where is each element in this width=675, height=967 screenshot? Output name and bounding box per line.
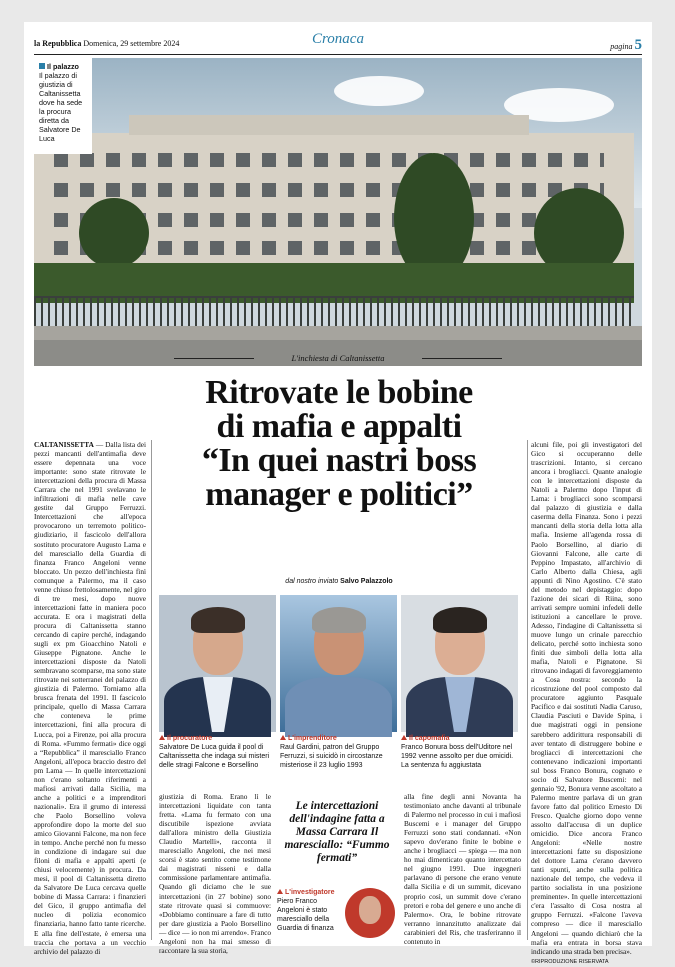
caption-text: Franco Bonura boss dell'Uditore nel 1992 venne assolto per due omicidi. La sentenza fu aggiustata	[401, 744, 514, 770]
caption-triangle-icon	[277, 889, 283, 894]
building-windows-row	[54, 153, 604, 167]
column-text: alcuni file, poi gli investigatori del Gico si occuperanno delle trascrizioni. Intanto, si cercano ancora i brogliacci. Quante analogie con le intercettazioni disposte da Natoli a Palermo dopo l'input di Lama: i brogliacci sono scomparsi dal palazzo di giustizia e dalla caserma della Finanza. Sono i pezzi mancanti della storia della lotta alla mafia. Insieme all'agenda rossa di Paolo Borsellino, al diario di Giovanni Falcone, alle carte di Peppino Impastato, all'archivio di Carlo Alberto dalla Chiesa, agli appunti di Nino Agostino. C'è stato del metodo nel depistaggio: dopo l'azione dei sicari di Riina, sono arrivati sempre uomini infedeli delle istituzioni a cancellare le prove. Adesso, l'indagine di Caltanissetta si muove lungo un crinale parecchio delicato, perché sotto inchiesta sono finiti due simboli della lotta alla mafia, Natoli e Pignatone. Si ritrovano indagati di favoreggiamento a Cosa nostra: secondo la ricostruzione del pool composto dal procuratore aggiunto Pasquale Pacifico e dai sostituti Nadia Caruso, Claudia Pasciuti e Davide Spina, i due magistrati oggi in pensione sarebbero addirittura responsabili di aver tentato di distruggere bobine e brogliacci di intercettazioni che contenevano indicazioni importanti sul boss Franco Bonura, cognato e socio di Salvatore Buscemi: nel gennaio '92, Bonura venne ascoltato a Palermo mentre parlava di un gran favore fatto dal politico Ernesto Di Fresco. Qualche giorno dopo venne assolto dall'accusa di un duplice omicidio. Dice ancora Franco Angeloni: «Nelle nostre intercettazioni fatte su disposizione del dottore Lama c'erano davvero tanti spunti, anche sulla politica nazionale del tempo, che vedeva il partito socialista in una posizione preminente». In quelle intercettazioni c'era l'assalto di Cosa nostra al gruppo Ferruzzi. «Falcone l'aveva compreso — dice il maresciallo Angeloni — quando dichiarò che la mafia era entrata in borsa stava indicando una strada ben precisa».	[531, 440, 642, 956]
investigator-text: Piero Franco Angeloni è stato maresciallo della Guardia di finanza	[277, 898, 334, 933]
portrait-shirt	[285, 677, 392, 737]
portrait-hair	[312, 607, 366, 633]
kicker: L'inchiesta di Caltanissetta	[291, 353, 385, 363]
photo-caption	[34, 58, 92, 154]
headline-line: di mafia e appalti	[216, 408, 462, 445]
caption-triangle-icon	[401, 735, 407, 740]
photo-caption-title: Il palazzo	[47, 62, 79, 71]
courthouse-photo	[34, 58, 642, 366]
portrait-prosecutor	[159, 595, 276, 732]
article-column-2	[159, 792, 271, 955]
byline-author: Salvo Palazzolo	[340, 578, 393, 585]
caption-title: L'imprenditore	[288, 735, 337, 742]
investigator-caption	[277, 888, 343, 933]
photo-cloud	[334, 76, 424, 106]
page-label: pagina	[610, 42, 633, 51]
portrait-entrepreneur	[280, 595, 397, 732]
page-number: 5	[634, 37, 642, 53]
photo-sidewalk	[34, 326, 642, 340]
caption-title: Il procuratore	[167, 735, 213, 742]
caption-triangle-icon	[159, 735, 165, 740]
byline	[164, 578, 514, 585]
portrait-caption-1	[159, 734, 276, 770]
column-text: alla fine degli anni Novanta ha testimoniato anche davanti al tribunale di Palermo nel processo in cui i mafiosi Buscemi e i manager del Gruppo Ferruzzi sono stati condannati. «Non sapevo dov'erano finite le bobine e anche i brogliacci — spiega — ma non ho mai dimenticato quanto intercettato nel giugno 1991. Due ingegneri parlavano di persone che erano venute dalla Sicilia e di un summit, dicevano proprio così, un summit dove c'erano pretori e roba del genere e uno anche di Palermo». Ora, le bobine ritrovate verranno innanzitutto analizzate dai carabinieri del Ris, che trasferiranno il contenuto in	[404, 792, 521, 946]
portrait-caption-3	[401, 734, 518, 770]
portrait-hair	[433, 607, 487, 633]
dateline: CALTANISSETTA	[34, 440, 94, 449]
investigator-box	[277, 888, 397, 933]
investigator-face	[359, 896, 381, 924]
caption-text: Salvatore De Luca guida il pool di Caltanissetta che indaga sui misteri delle stragi Falcone e Borsellino	[159, 744, 270, 770]
byline-prefix: dal nostro inviato	[285, 578, 339, 585]
column-text: — Dalla lista dei pezzi mancanti dell'antimafia deve essere depennata una voce importante: sono state ritrovate le intercettazioni della procura di Massa Carrara che nel 1991 svelavano le infiltrazioni di mafia nelle cave gestite dal Gruppo Ferruzzi. Intercettazioni che all'epoca provocarono un terremoto politico-giudiziario, il fascicolo dell'allora sostituto procuratore Augusto Lama e del maresciallo della Guardia di finanza Franco Angeloni venne bloccato. Un pezzo dell'inchiesta finì comunque a Palermo, ma il caso venne chiuso frettolosamente, nel giro di tre mesi, dopo nuove intercettazioni fatte in maniera poco accurata. E ora i magistrati della procura di Caltanissetta stanno cercando di capire perché, indagando sugli ex pm Gioacchino Natoli e Giuseppe Pignatone. Anche le intercettazioni disposte da Natoli sembravano scomparse, ma sono state ritrovate nei sotterranei del palazzo di giustizia di Palermo. Torniamo alla brusca frenata del 1991. Il fascicolo principale, quello di Massa Carrara che conteneva le prime intercettazioni, finì alla procura di Lucca, poi a Firenze, poi alla procura di Roma. «Fummo fermati» dice oggi a “Repubblica” il maresciallo Franco Angeloni, all'epoca braccio destro del pm Lama — In quelle intercettazioni non c'erano soltanto riferimenti a mafiosi arrivati dalla Sicilia, ma anche a politici e a imprenditori nazionali». Era il grumo di interessi che Paolo Borsellino voleva approfondire dopo la morte del suo amico Giovanni Falcone, ma non fece in tempo. Anche perché non fu messo in condizione di indagare sui due filoni di mafia e appalti aperti (e chiusi velocemente) in procura. Da mesi, il pool di Caltanissetta diretto da Salvatore De Luca cercava quelle bobine di Massa Carrara: i finanzieri del Gico, il gruppo antimafia del nucleo di polizia economico finanziaria, hanno fatto tante ricerche. E alla fine dell'estate, è emersa una traccia che portava a un vecchio archivio del palazzo di	[34, 440, 146, 956]
masthead	[34, 28, 642, 55]
kicker-rule-right	[422, 358, 502, 359]
portrait-hair	[191, 607, 245, 633]
column-text: giustizia di Roma. Erano lì le intercettazioni liquidate con tanta fretta. «Lama fu fermato con una discutibile ispezione avviata dall'allora ministro della Giustizia Claudio Martelli», racconta il maresciallo Angeloni, che nei mesi scorsi è stato sentito come testimone dai magistrati nisseni e dalla commissione parlamentare antimafia. Quando gli diciamo che le sue intercettazioni (in 27 bobine) sono state ritrovate quasi si commuove: «Dobbiamo continuare a fare di tutto per dare giustizia a Paolo Borsellino — dice — io non mi arrendo». Franco Angeloni non ha mai smesso di raccontare la sua storia,	[159, 792, 271, 955]
caption-title: Il capomafia	[409, 735, 450, 742]
headline	[164, 376, 514, 512]
article-column-4	[531, 440, 642, 965]
portrait-caption-2	[280, 734, 397, 770]
issue-date: Domenica, 29 settembre 2024	[83, 39, 180, 48]
column-divider	[151, 440, 152, 940]
section-name: Cronaca	[312, 31, 364, 47]
headline-line: manager e politici”	[205, 476, 473, 513]
photo-fence	[34, 296, 634, 328]
caption-triangle-icon	[280, 735, 286, 740]
page-number-block	[610, 37, 642, 54]
newspaper-page	[24, 22, 652, 965]
copyright-credit: ©RIPRODUZIONE RISERVATA	[531, 958, 609, 965]
portrait-row	[159, 595, 519, 735]
article-column-1	[34, 440, 146, 956]
investigator-portrait	[345, 888, 395, 938]
pull-quote: Le intercettazioni dell'indagine fatta a Massa Carrara Il maresciallo: “Fummo fermati”	[284, 800, 390, 864]
caption-square-icon	[39, 63, 45, 69]
paper-name: la Repubblica	[34, 39, 82, 48]
photo-caption-text: Il palazzo di giustizia di Caltanissetta dove ha sede la procura diretta da Salvatore De Luca	[39, 71, 83, 143]
photo-tree	[79, 198, 149, 268]
caption-text: Raul Gardini, patron del Gruppo Ferruzzi, si suicidò in circostanze misteriose il 23 luglio 1993	[280, 744, 383, 770]
column-divider	[527, 440, 528, 940]
headline-line: Ritrovate le bobine	[205, 374, 473, 411]
building-top-floor	[129, 115, 529, 135]
investigator-title: L'investigatore	[285, 889, 335, 896]
headline-line: “In quei nastri boss	[201, 442, 477, 479]
portrait-boss	[401, 595, 518, 732]
article-column-3	[404, 792, 521, 946]
building-windows-row	[54, 183, 604, 197]
